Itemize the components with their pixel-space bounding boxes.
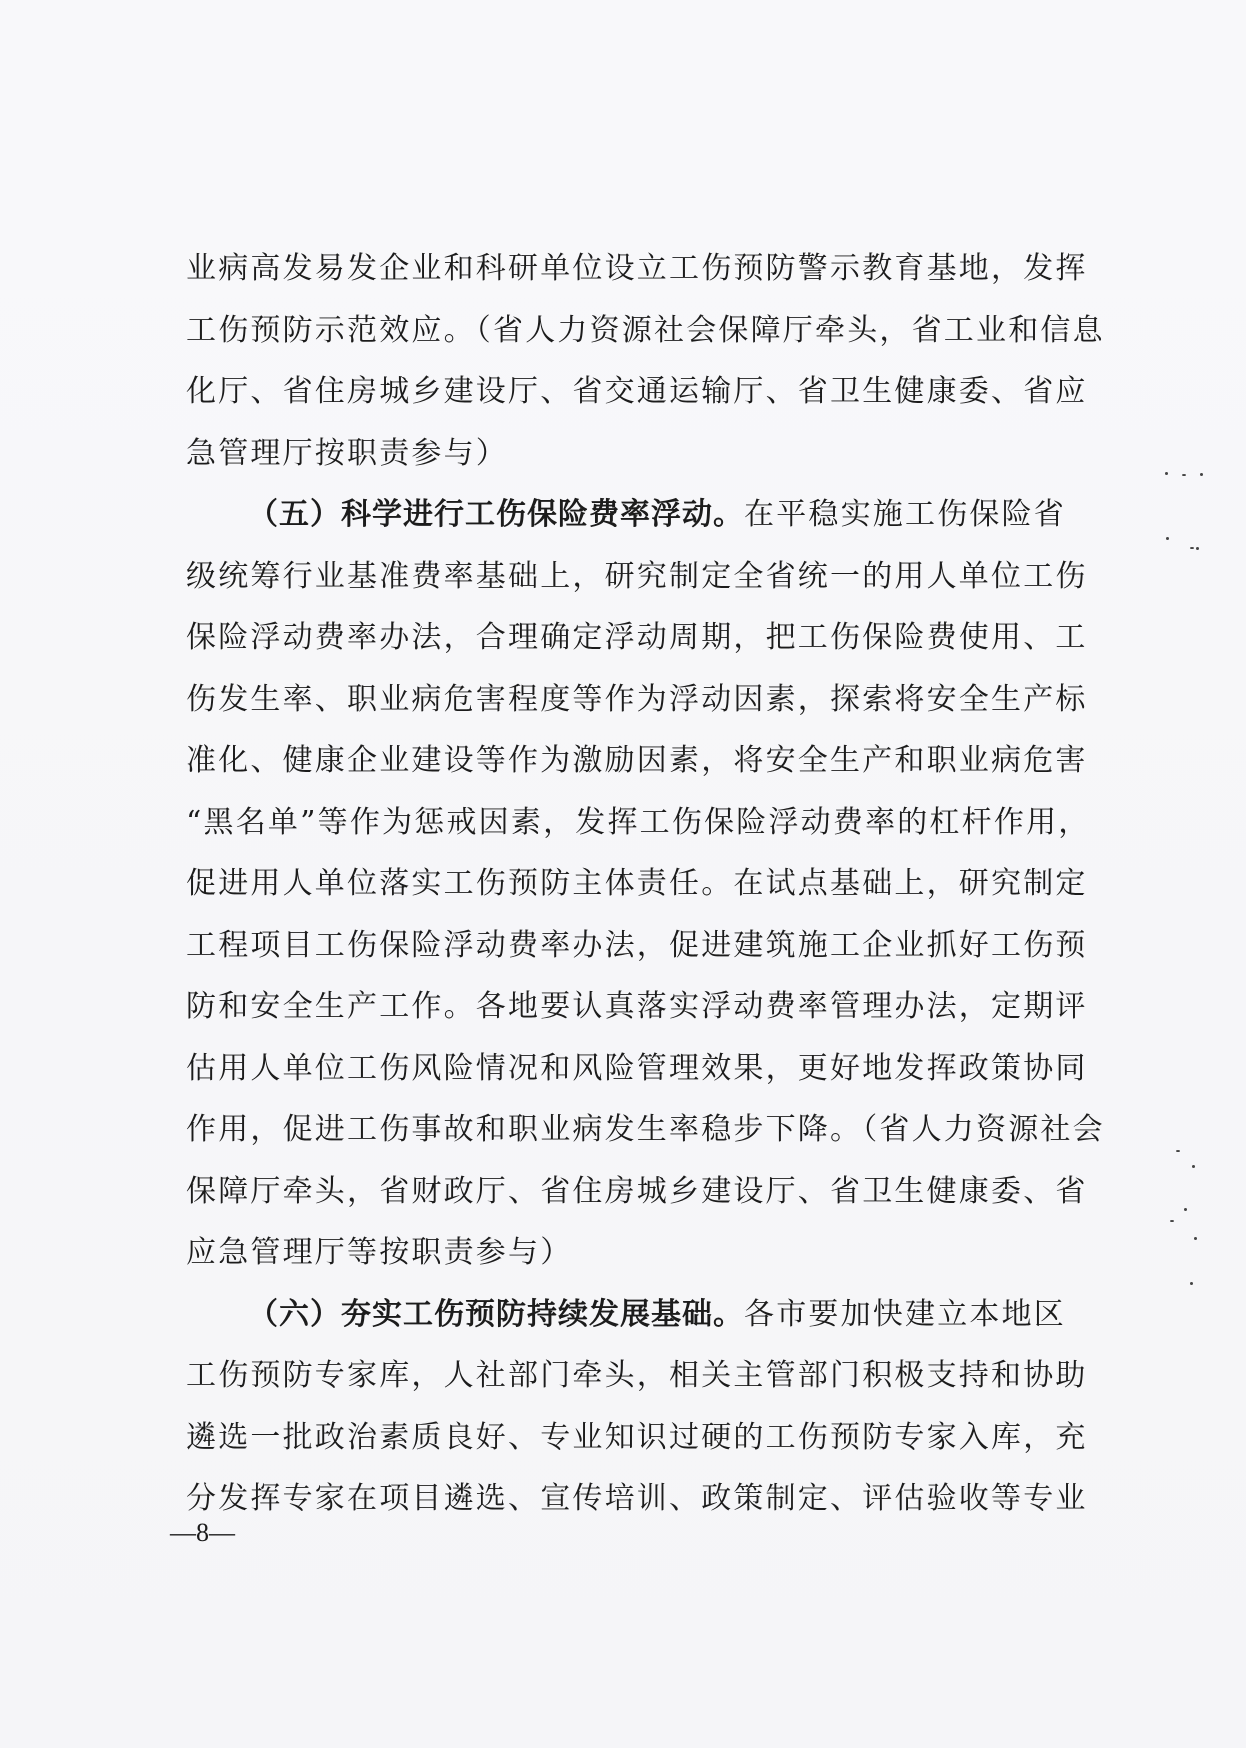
section-heading-line-6 — [186, 1284, 1066, 1346]
text-line: 遴选一批政治素质良好、专业知识过硬的工伤预防专家入库，充 — [186, 1419, 1088, 1455]
text-line: 防和安全生产工作。各地要认真落实浮动费率管理办法，定期评 — [186, 989, 1088, 1024]
text-line: 工伤预防示范效应。（省人力资源社会保障厅牵头，省工业和信息 — [186, 312, 1105, 348]
scan-speck — [1200, 473, 1203, 476]
text-line: 分发挥专家在项目遴选、宣传培训、政策制定、评估验收等专业 — [186, 1481, 1088, 1516]
text-line: 保险浮动费率办法，合理确定浮动周期，把工伤保险费使用、工 — [186, 620, 1088, 655]
section-heading-line-5 — [186, 484, 1066, 546]
page-number: —8— — [170, 1518, 235, 1547]
text-line: 级统筹行业基准费率基础上，研究制定全省统一的用人单位工伤 — [186, 558, 1088, 594]
text-line: 促进用人单位落实工伤预防主体责任。在试点基础上，研究制定 — [186, 866, 1088, 901]
text-line: 作用，促进工伤事故和职业病发生率稳步下降。（省人力资源社会 — [186, 1112, 1105, 1147]
scan-speck — [1196, 547, 1199, 550]
body-text — [186, 238, 1105, 1530]
text-line: 保障厅牵头，省财政厅、省住房城乡建设厅、省卫生健康委、省 — [186, 1173, 1088, 1209]
scan-speck — [1190, 1282, 1193, 1285]
text-span: 在平稳实施工伤保险省 — [744, 497, 1066, 532]
text-line: “黑名单”等作为惩戒因素，发挥工伤保险浮动费率的杠杆作用， — [186, 804, 1091, 840]
scan-speck — [1176, 1150, 1180, 1152]
scan-speck — [1165, 472, 1168, 475]
text-line: 估用人单位工伤风险情况和风险管理效果，更好地发挥政策协同 — [186, 1050, 1088, 1086]
text-line: 应急管理厅等按职责参与） — [186, 1235, 573, 1270]
section-heading-5: （五）科学进行工伤保险费率浮动。 — [248, 497, 744, 532]
section-heading-6: （六）夯实工伤预防持续发展基础。 — [248, 1296, 744, 1332]
scan-speck — [1170, 1220, 1174, 1222]
text-line: 急管理厅按职责参与） — [186, 435, 508, 471]
text-line: 化厅、省住房城乡建设厅、省交通运输厅、省卫生健康委、省应 — [186, 374, 1088, 409]
scan-speck — [1184, 1208, 1187, 1211]
text-line: 工伤预防专家库，人社部门牵头，相关主管部门积极支持和协助 — [186, 1358, 1088, 1393]
text-line: 准化、健康企业建设等作为激励因素，将安全生产和职业病危害 — [186, 743, 1088, 778]
scan-speck — [1190, 547, 1194, 549]
text-line: 业病高发易发企业和科研单位设立工伤预防警示教育基地，发挥 — [186, 251, 1088, 286]
scan-speck — [1182, 474, 1186, 476]
text-line: 伤发生率、职业病危害程度等作为浮动因素，探索将安全生产标 — [186, 681, 1088, 717]
text-span: 各市要加快建立本地区 — [744, 1296, 1066, 1332]
text-line: 工程项目工伤保险浮动费率办法，促进建筑施工企业抓好工伤预 — [186, 927, 1088, 963]
scan-speck — [1192, 1165, 1195, 1168]
scan-speck — [1166, 537, 1169, 540]
scan-speck — [1194, 1237, 1197, 1240]
